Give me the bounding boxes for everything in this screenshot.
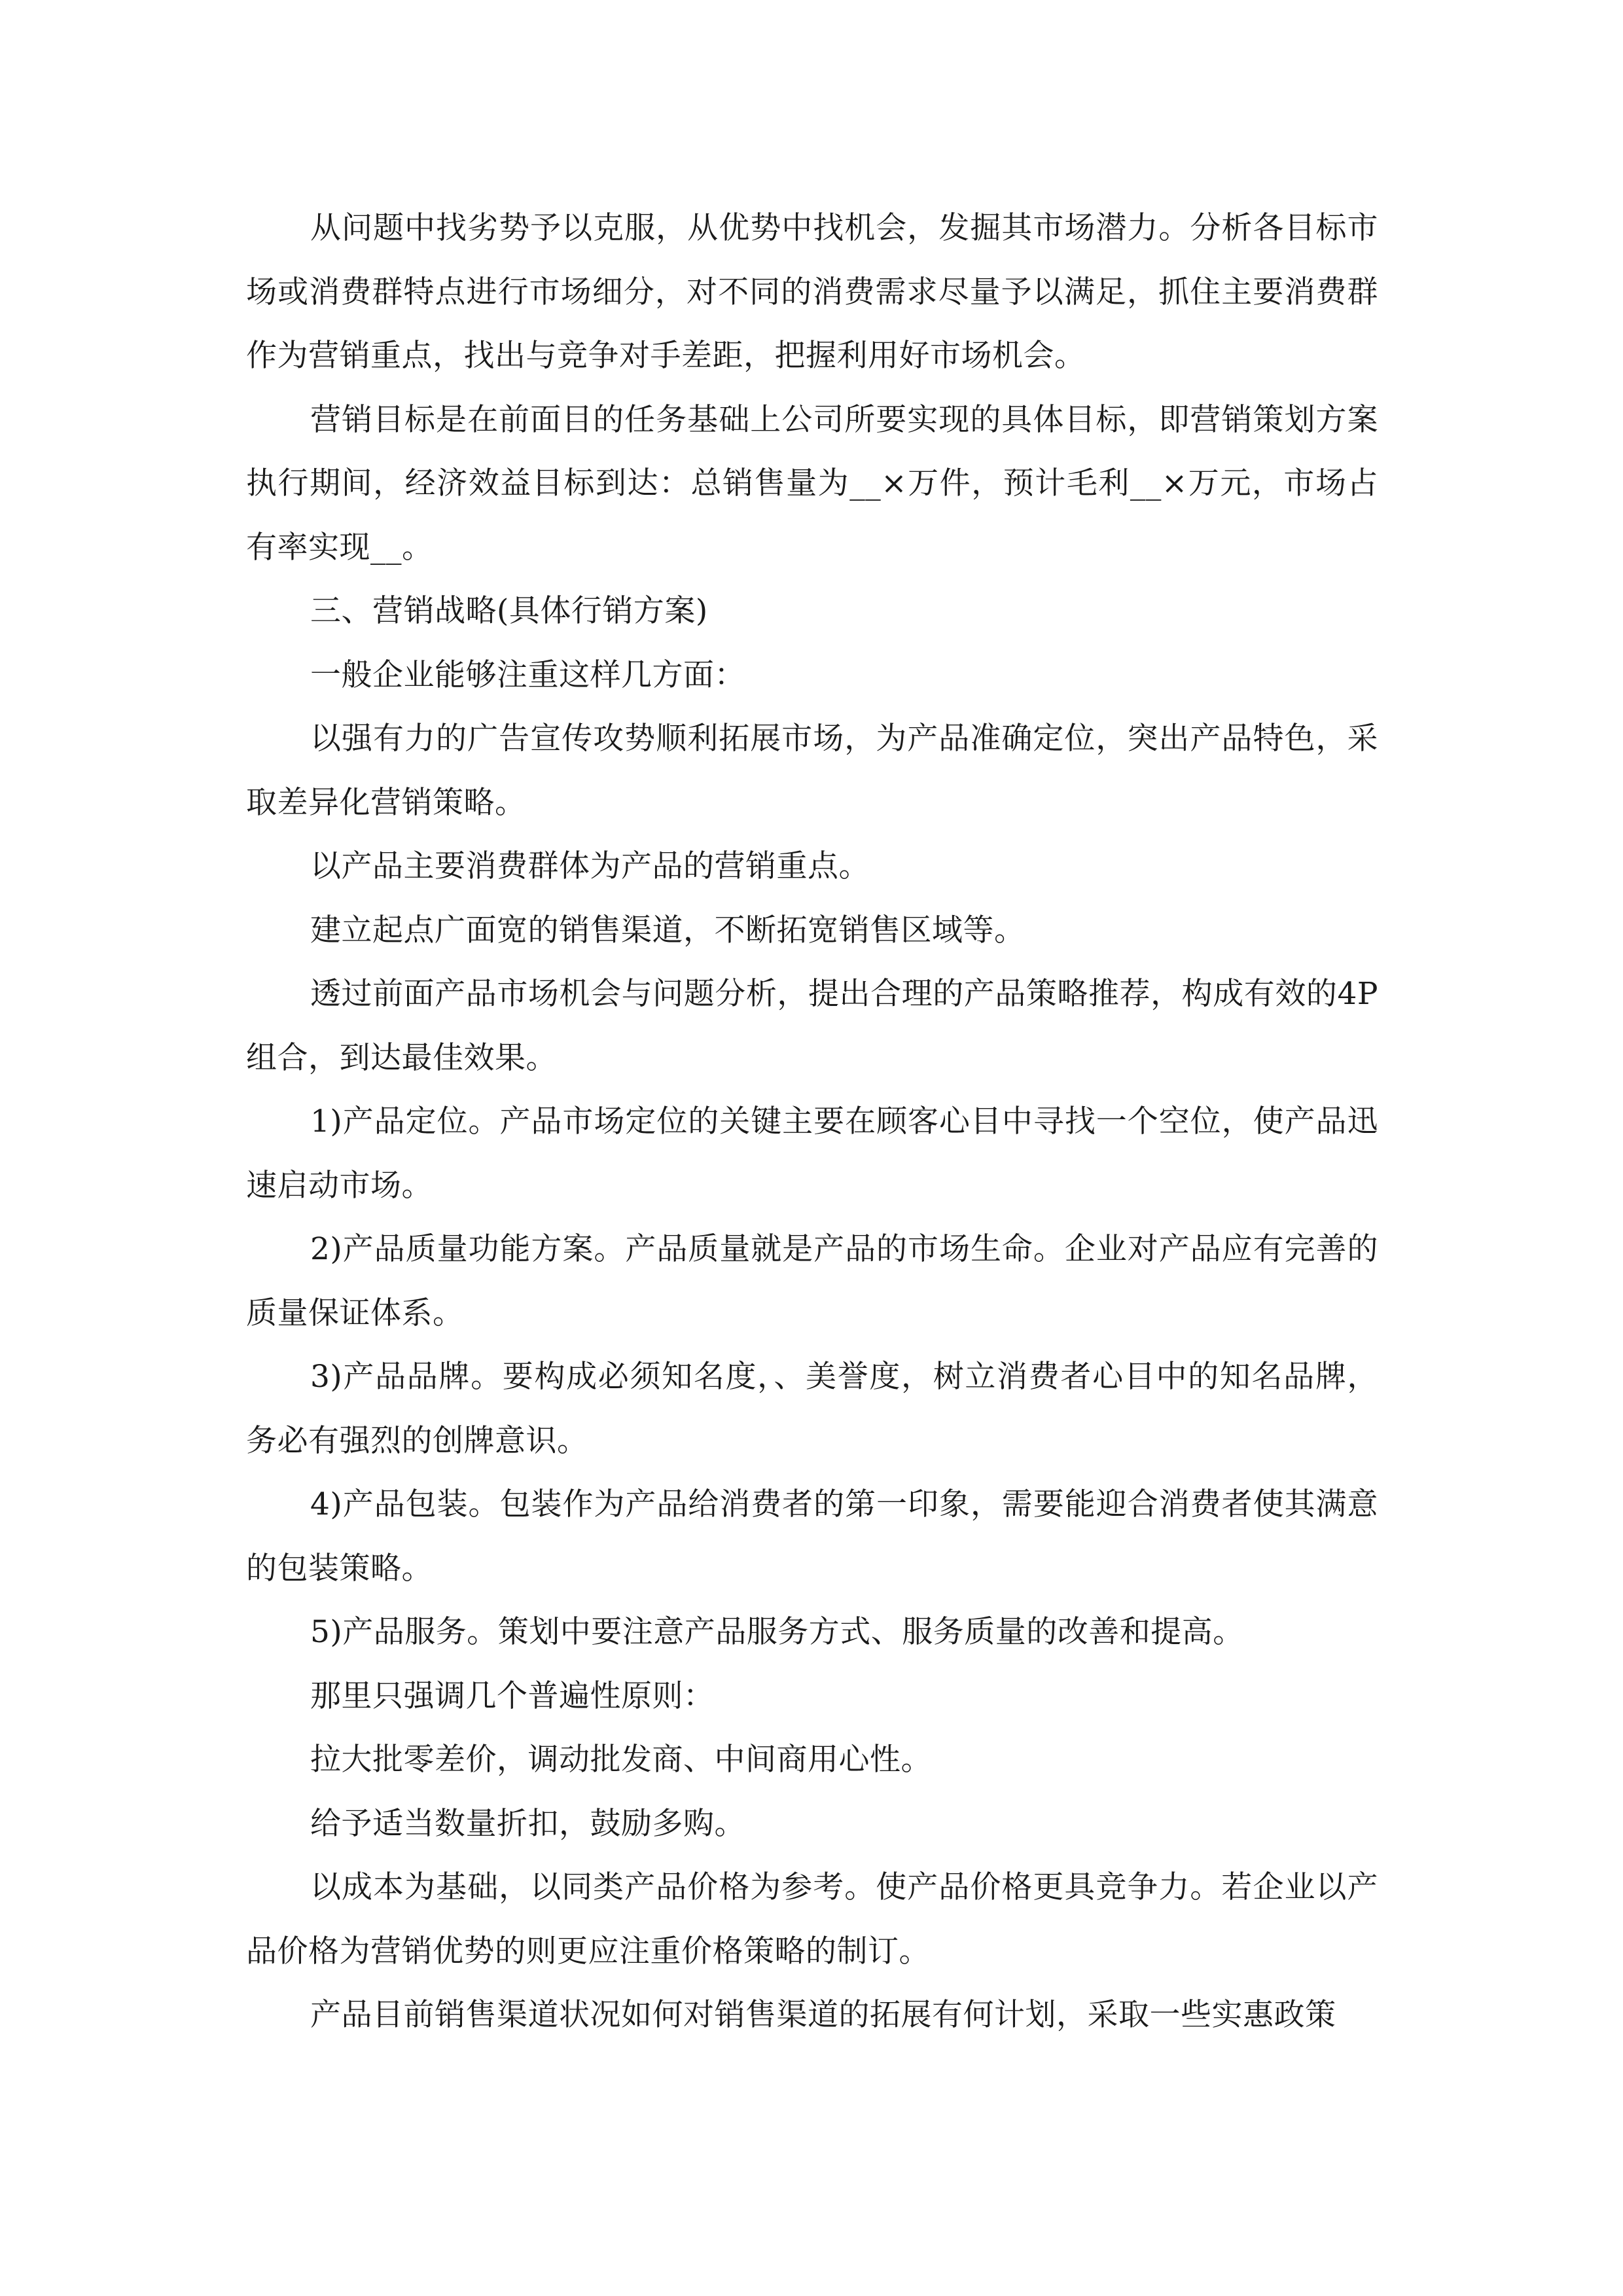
list-item-product-packaging: 4)产品包装。包装作为产品给消费者的第一印象，需要能迎合消费者使其满意的包装策略。: [246, 1486, 1378, 1587]
list-item-product-quality: 2)产品质量功能方案。产品质量就是产品的市场生命。企业对产品应有完善的质量保证体系。: [246, 1231, 1378, 1331]
paragraph-problem-analysis: 从问题中找劣势予以克服，从优势中找机会，发掘其市场潜力。分析各目标市场或消费群特点进行市场细分，对不同的消费需求尽量予以满足，抓住主要消费群作为营销重点，找出与竞争对手差距，把握利用好市场机会。: [246, 210, 1378, 374]
paragraph-4p-combination: 透过前面产品市场机会与问题分析，提出合理的产品策略推荐，构成有效的4P组合，到达最佳效果。: [246, 976, 1378, 1076]
paragraph-pricing-principles: 那里只强调几个普遍性原则：: [310, 1677, 715, 1714]
paragraph-advertising: 以强有力的广告宣传攻势顺利拓展市场，为产品准确定位，突出产品特色，采取差异化营销策略。: [246, 721, 1378, 821]
paragraph-channel-status: 产品目前销售渠道状况如何对销售渠道的拓展有何计划，采取一些实惠政策: [310, 1997, 1336, 2033]
section-heading-marketing-strategy: 三、营销战略(具体行销方案): [310, 593, 708, 629]
document-body: [246, 196, 1378, 2047]
paragraph-quantity-discount: 给予适当数量折扣，鼓励多购。: [310, 1805, 745, 1842]
paragraph-marketing-goals: 营销目标是在前面目的任务基础上公司所要实现的具体目标，即营销策划方案执行期间，经济效益目标到达：总销售量为__×万件，预计毛利__×万元，市场占有率实现__。: [246, 401, 1378, 565]
list-item-product-brand: 3)产品品牌。要构成必须知名度，、美誉度，树立消费者心目中的知名品牌，务必有强烈的创牌意识。: [246, 1359, 1378, 1459]
paragraph-intro-aspects: 一般企业能够注重这样几方面：: [310, 656, 745, 693]
paragraph-cost-based-pricing: 以成本为基础，以同类产品价格为参考。使产品价格更具竞争力。若企业以产品价格为营销优势的则更应注重价格策略的制订。: [246, 1869, 1378, 1969]
paragraph-price-gap: 拉大批零差价，调动批发商、中间商用心性。: [310, 1742, 932, 1778]
list-item-product-positioning: 1)产品定位。产品市场定位的关键主要在顾客心目中寻找一个空位，使产品迅速启动市场。: [246, 1103, 1378, 1204]
paragraph-consumer-focus: 以产品主要消费群体为产品的营销重点。: [310, 848, 870, 884]
paragraph-sales-channels: 建立起点广面宽的销售渠道，不断拓宽销售区域等。: [310, 912, 1026, 948]
list-item-product-service: 5)产品服务。策划中要注意产品服务方式、服务质量的改善和提高。: [310, 1614, 1244, 1650]
